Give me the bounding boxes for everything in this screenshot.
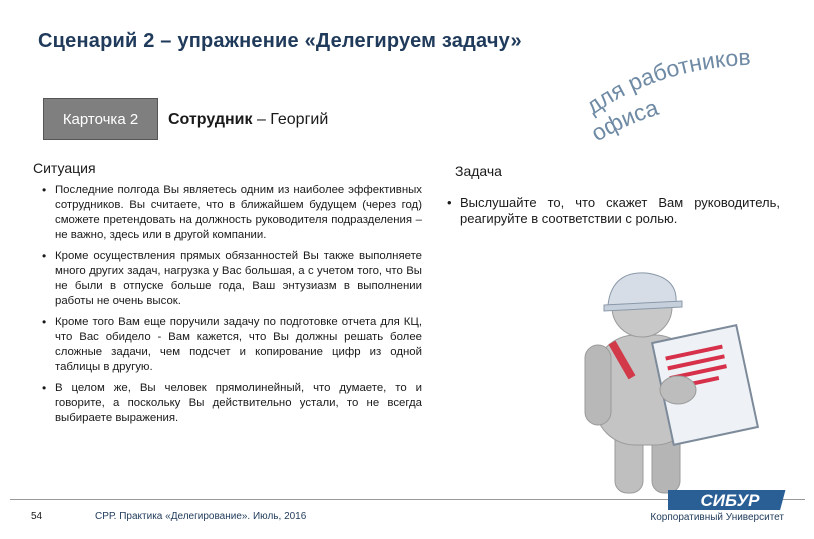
svg-text:для работников — [581, 44, 751, 119]
page-number: 54 — [31, 511, 43, 522]
card-label: Карточка 2 — [43, 98, 158, 140]
audience-line-2: офиса — [586, 94, 662, 147]
situation-item: • Последние полгода Вы являетесь одним из наиболее эффективных сотрудников. Вы считаете, что в ближайшем будущем (через год) сможете претендовать на должность руководителя подразделения – не важно, здесь или в другой компании. — [42, 183, 422, 243]
worker-figure-illustration — [560, 265, 760, 495]
audience-line-1: для работников — [581, 43, 752, 120]
role-name: – Георгий — [252, 111, 329, 128]
situation-item: • Кроме осуществления прямых обязанностей Вы также выполняете много других задач, нагрузка у Вас большая, а с учетом того, что Вы не были в отпуске больше года, Ваш энтузиазм в выполнении работы не очень высок. — [42, 249, 422, 309]
audience-curved-text — [575, 30, 755, 150]
sibur-logo — [668, 488, 786, 512]
task-header: Задача — [455, 163, 502, 179]
situation-item: • В целом же, Вы человек прямолинейный, что думаете, то и говорите, а поскольку Вы действительно устали, то не всегда выбираете выражения. — [42, 381, 422, 426]
task-list — [447, 195, 780, 227]
situation-list — [42, 183, 422, 432]
role-line — [168, 111, 328, 129]
organization-name: Корпоративный Университет — [650, 512, 784, 523]
situation-item: • Кроме того Вам еще поручили задачу по подготовке отчета для КЦ, что Вас обидело - Вам кажется, что Вы должны решать более сложные задачи, чем подсчет и копирование цифр из одной таблицы в другую. — [42, 315, 422, 375]
logo-text: СИБУР — [700, 491, 760, 510]
slide-title: Сценарий 2 – упражнение «Делегируем задачу» — [38, 30, 522, 52]
role-title: Сотрудник — [168, 111, 253, 128]
footer-caption: СРР. Практика «Делегирование». Июль, 2016 — [95, 511, 307, 522]
task-item: • Выслушайте то, что скажет Вам руководитель, реагируйте в соответствии с ролью. — [447, 195, 780, 227]
situation-header: Ситуация — [33, 160, 96, 176]
